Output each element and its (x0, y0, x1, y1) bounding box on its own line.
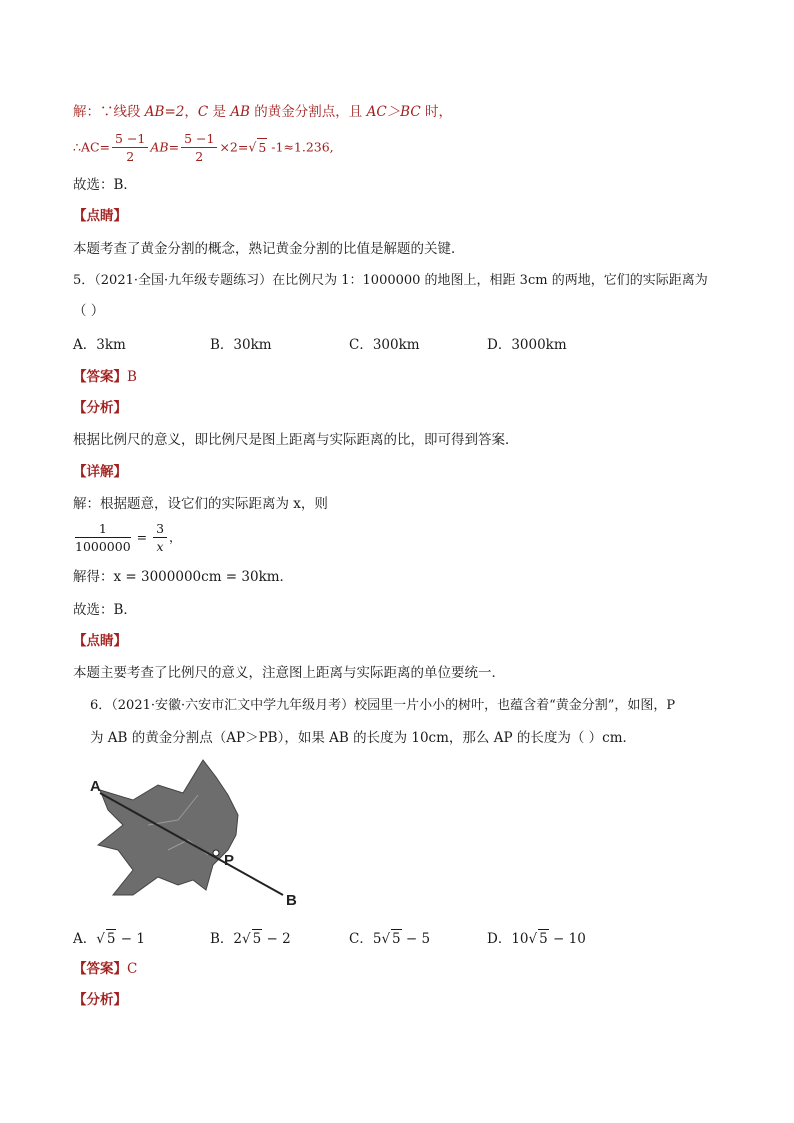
comment-label: 【点睛】 (73, 208, 127, 224)
solution-line-1 (73, 103, 452, 121)
text: ， (184, 104, 198, 120)
question-6-stem-2: 为 AB 的黄金分割点（AP＞PB），如果 AB 的长度为 10cm，那么 AP 的长度为（ ）cm． (90, 730, 636, 746)
analysis-label: 【分析】 (73, 400, 127, 416)
numerator: 1 (75, 520, 131, 538)
solution-line-2: ∴AC= $\frac{5 -1}{2}$ AB= $\frac{5 -1}{2}$ ×2=√ 5 -1≈1.236, (73, 131, 334, 164)
answer-value: C (127, 961, 138, 977)
radicand: 5 (258, 140, 267, 155)
text: AC＞BC (366, 104, 421, 120)
detail-label: 【详解】 (73, 464, 127, 480)
q5-option-b: B．30km (210, 337, 272, 353)
radicand: 5 (252, 931, 262, 947)
fraction (181, 130, 217, 165)
comment-label: 【点睛】 (73, 633, 127, 649)
q5-option-a: A．3km (73, 337, 126, 353)
comment-text: 本题考查了黄金分割的概念，熟记黄金分割的比值是解题的关键． (73, 241, 465, 257)
maple-leaf-figure (88, 755, 308, 915)
denominator: 1000000 (75, 539, 131, 554)
analysis-text: 根据比例尺的意义，即比例尺是图上距离与实际距离的比，即可得到答案． (73, 432, 519, 448)
tail: − 10 (548, 931, 586, 947)
coef: 10 (511, 931, 529, 947)
denominator: x (156, 539, 164, 554)
tail: − 5 (401, 931, 431, 947)
q6-option-d: D．10√ 5 − 10 (487, 931, 586, 947)
question-5-paren: （ ） (73, 303, 105, 319)
tail: − 2 (262, 931, 291, 947)
text: ×2= (219, 139, 249, 155)
choice-line: 故选：B． (73, 177, 137, 193)
label-a: A (90, 778, 101, 795)
q6-option-a: A．√ 5 − 1 (73, 931, 145, 947)
q5-option-d: D．3000km (487, 337, 567, 353)
option-letter: D． (487, 931, 512, 947)
coef: 5 (372, 931, 382, 947)
choice-line: 故选：B． (73, 602, 137, 618)
answer-label: 【答案】 (73, 369, 127, 385)
text: AB=2 (144, 104, 185, 120)
comment-text: 本题主要考查了比例尺的意义，注意图上距离与实际距离的单位要统一． (73, 665, 505, 681)
q5-answer (73, 368, 137, 386)
q6-option-c: C．5√ 5 − 5 (349, 931, 431, 947)
fraction (153, 520, 167, 555)
leaf-shape (98, 760, 238, 895)
point-p (213, 850, 219, 856)
denominator: 2 (126, 149, 135, 164)
q6-option-b: B．2√ 5 − 2 (210, 931, 291, 947)
answer-value: B (127, 369, 137, 385)
coef: 2 (233, 931, 243, 947)
label-b: B (286, 892, 297, 909)
analysis-label: 【分析】 (73, 992, 127, 1008)
text: = (132, 529, 152, 545)
q6-answer (73, 960, 137, 978)
question-6-stem-1: 6．（2021·安徽·六安市汇文中学九年级月考）校园里一片小小的树叶，也蕴含着“黄金分割”，如图，P (90, 698, 676, 713)
answer-label: 【答案】 (73, 961, 127, 977)
text: 的黄金分割点，且 (249, 104, 367, 120)
radicand: 5 (392, 931, 401, 947)
text: 时， (420, 104, 452, 120)
numerator: 3 (153, 520, 167, 538)
solve-line: 解得：x = 3000000cm = 30km． (73, 569, 294, 585)
text: ， (169, 529, 182, 545)
text: -1≈1.236, (267, 139, 334, 155)
numerator: 5 −1 (181, 130, 217, 148)
text: AB (230, 104, 250, 120)
tail: − 1 (116, 931, 145, 947)
text: 解：∵线段 (73, 104, 145, 120)
fraction (75, 520, 131, 555)
label-p: P (224, 852, 235, 869)
denominator: 2 (195, 149, 204, 164)
text: 是 (208, 104, 231, 120)
text: AB= (150, 139, 180, 155)
q5-option-c: C．300km (349, 337, 420, 353)
text: C (197, 104, 209, 120)
radicand: 5 (539, 931, 548, 947)
ratio-equation (73, 520, 182, 555)
radicand: 5 (106, 931, 116, 947)
option-letter: A． (73, 931, 97, 947)
text: ∴AC= (73, 139, 111, 155)
numerator: 5 −1 (112, 130, 148, 148)
option-letter: C． (349, 931, 373, 947)
fraction (112, 130, 148, 165)
option-letter: B． (210, 931, 234, 947)
detail-line-1: 解：根据题意，设它们的实际距离为 x，则 (73, 496, 328, 512)
question-5-stem: 5．（2021·全国·九年级专题练习）在比例尺为 1：1000000 的地图上，相距 3cm 的两地，它们的实际距离为 (73, 273, 708, 288)
